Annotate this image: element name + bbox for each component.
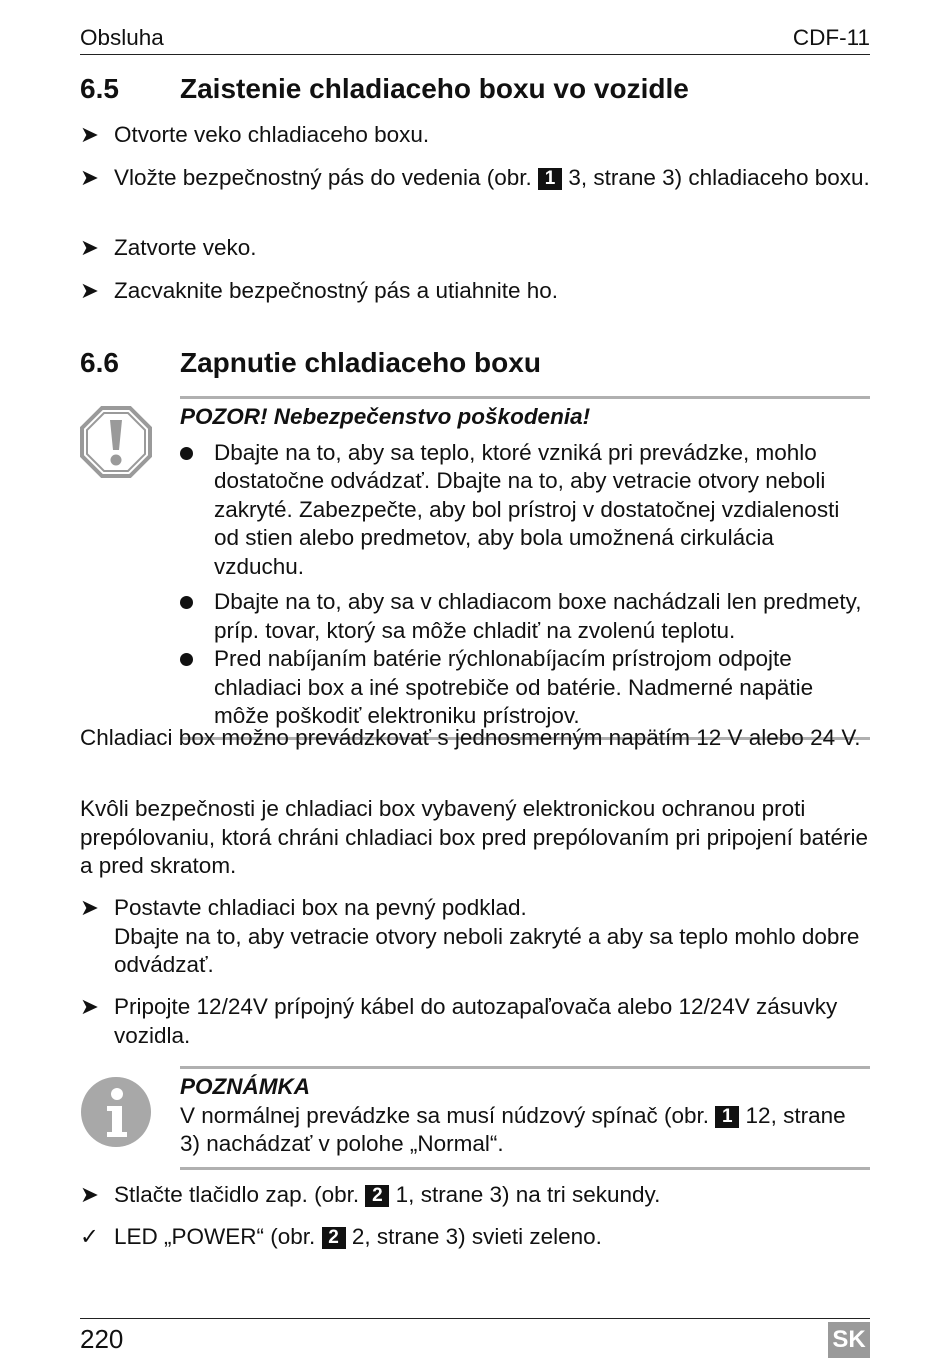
step-item	[80, 993, 870, 1050]
step-item	[80, 277, 870, 306]
step-text-part: Vložte bezpečnostný pás do vedenia (obr.	[114, 165, 532, 190]
step-text	[114, 1181, 870, 1210]
section-number: 6.5	[80, 73, 119, 104]
step-text-part: 1, strane 3) na tri sekundy.	[395, 1182, 661, 1207]
result-item	[80, 1223, 870, 1252]
step-text: Otvorte veko chladiaceho boxu.	[114, 122, 430, 147]
step-text	[114, 894, 870, 980]
section-number: 6.6	[80, 347, 119, 378]
body-paragraph: Kvôli bezpečnosti je chladiaci box vybavený elektronickou ochranou proti prepólovaniu, ktorá chráni chladiaci box pred prepólovaním pri pripojení batérie a pred skratom.	[80, 796, 868, 878]
step-text: Zatvorte veko.	[114, 235, 257, 260]
arrow-bullet-icon: ➤	[80, 235, 99, 260]
step-main-text: Postavte chladiaci box na pevný podklad.	[114, 895, 527, 920]
step-text: Zacvaknite bezpečnostný pás a utiahnite ho.	[114, 278, 559, 303]
result-text-part: LED „POWER“ (obr.	[114, 1224, 316, 1249]
body-paragraph: Chladiaci box možno prevádzkovať s jednosmerným napätím 12 V alebo 24 V.	[80, 725, 861, 750]
note-text	[180, 1102, 870, 1159]
note-box	[180, 1066, 870, 1170]
figure-reference-badge: 2	[322, 1227, 346, 1249]
note-text-part: 12, strane 3) nachádzať v polohe „Normal“.	[180, 1102, 846, 1156]
info-icon	[80, 1076, 152, 1148]
header-model-label: CDF-11	[792, 25, 870, 50]
step-item	[80, 121, 870, 150]
arrow-bullet-icon: ➤	[80, 165, 99, 190]
section-66-heading	[80, 346, 541, 380]
warning-bullet: Dbajte na to, aby sa v chladiacom boxe nachádzali len predmety, príp. tovar, ktorý sa môže chladiť na zvolenú teplotu.	[180, 588, 870, 645]
step-text-part: Stlačte tlačidlo zap. (obr.	[114, 1182, 360, 1207]
step-item	[80, 234, 870, 263]
step-text: Pripojte 12/24V prípojný kábel do autozapaľovača alebo 12/24V zásuvky vozidla.	[114, 994, 838, 1048]
arrow-bullet-icon: ➤	[80, 994, 99, 1019]
figure-reference-badge: 1	[538, 168, 562, 190]
page-header	[80, 24, 870, 55]
warning-bullet: Pred nabíjaním batérie rýchlonabíjacím prístrojom odpojte chladiaci box a iné spotrebiče od batérie. Nadmerné napätie môže poškodiť elektroniku prístrojov.	[180, 645, 870, 731]
result-text	[114, 1223, 870, 1252]
warning-box	[180, 396, 870, 740]
section-title: Zaistenie chladiaceho boxu vo vozidle	[180, 73, 689, 104]
arrow-bullet-icon: ➤	[80, 122, 99, 147]
warning-title: POZOR! Nebezpečenstvo poškodenia!	[180, 404, 591, 429]
checkmark-icon: ✓	[80, 1224, 99, 1249]
footer-divider	[80, 1318, 870, 1319]
step-text-part: 3, strane 3) chladiaceho boxu.	[568, 165, 870, 190]
warning-octagon-icon	[80, 406, 152, 478]
arrow-bullet-icon: ➤	[80, 895, 99, 920]
step-item	[80, 164, 870, 193]
step-sub-text: Dbajte na to, aby vetracie otvory neboli zakryté a aby sa teplo mohlo dobre odvádzať.	[114, 923, 860, 977]
figure-reference-badge: 1	[715, 1106, 739, 1128]
arrow-bullet-icon: ➤	[80, 1182, 99, 1207]
note-title: POZNÁMKA	[180, 1074, 310, 1099]
page-number: 220	[80, 1324, 124, 1354]
figure-reference-badge: 2	[365, 1185, 389, 1207]
language-badge: SK	[828, 1322, 870, 1358]
arrow-bullet-icon: ➤	[80, 278, 99, 303]
step-text	[114, 164, 870, 193]
result-text-part: 2, strane 3) svieti zeleno.	[351, 1224, 602, 1249]
manual-page	[80, 0, 870, 1362]
section-65-heading	[80, 72, 689, 106]
step-item	[80, 1181, 870, 1210]
note-text-part: V normálnej prevádzke sa musí núdzový spínač (obr.	[180, 1102, 710, 1128]
step-item	[80, 894, 870, 980]
warning-bullet: Dbajte na to, aby sa teplo, ktoré vzniká pri prevádzke, mohlo dostatočne odvádzať. Dbajte na to, aby vetracie otvory neboli zakryté. Zabezpečte, aby bol prístroj v dostatočnej vzdialenosti od stien alebo predmetov, aby bola umožnená cirkulácia vzduchu.	[180, 439, 870, 582]
header-section-label: Obsluha	[80, 25, 164, 50]
section-title: Zapnutie chladiaceho boxu	[180, 347, 541, 378]
